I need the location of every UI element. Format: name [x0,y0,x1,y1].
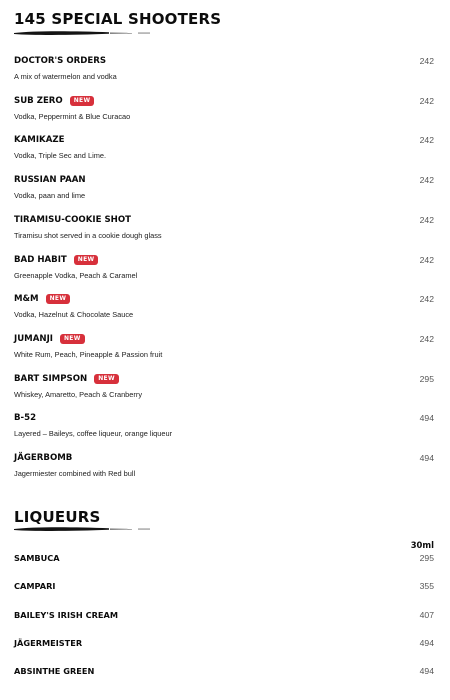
shooter-item [14,334,434,359]
new-badge: NEW [46,294,71,304]
item-price: 494 [419,453,434,463]
item-price: 494 [419,413,434,424]
liqueur-item [14,610,434,620]
title-brush-underline [14,30,154,36]
item-name: DOCTOR'S ORDERS [14,56,107,66]
liqueur-price: 494 [419,666,434,677]
item-name-wrap [14,215,131,225]
liqueur-price: 494 [419,637,434,648]
item-description: Layered – Baileys, coffee liqueur, orange liqueur [14,429,173,439]
item-description: Greenapple Vodka, Peach & Caramel [14,270,138,280]
item-name: M&M [14,294,39,305]
item-name: BART SIMPSON [14,373,88,384]
item-price: 242 [419,135,434,146]
item-price: 242 [419,175,434,186]
liqueur-price: 295 [419,553,434,563]
item-price: 242 [419,214,434,225]
item-name: JÄGERBOMB [14,453,73,463]
item-name: B-52 [14,413,37,424]
item-description: A mix of watermelon and vodka [14,72,117,81]
item-description: White Rum, Peach, Pineapple & Passion fruit [14,349,163,359]
item-name: TIRAMISU-COOKIE SHOT [14,214,131,225]
item-description: Tiramisu shot served in a cookie dough glass [14,230,162,240]
item-description: Vodka, Triple Sec and Lime. [14,151,107,161]
liqueur-name: CAMPARI [14,581,56,592]
liqueur-item [14,553,434,563]
liqueur-price: 407 [419,609,434,620]
item-name: KAMIKAZE [14,135,65,146]
liqueur-price: 355 [419,581,434,592]
item-description: Whiskey, Amaretto, Peach & Cranberry [14,389,143,399]
item-name: JUMANJI [14,333,53,344]
shooter-item [14,215,434,240]
shooters-section-title: 145 SPECIAL SHOOTERS [14,10,222,28]
liqueurs-section-title: LIQUEURS [14,508,101,526]
item-name-wrap [14,56,106,66]
liqueur-name: JÄGERMEISTER [14,637,83,648]
liqueurs-column-header: 30ml [410,540,434,550]
shooter-item [14,175,434,200]
item-description: Vodka, Hazelnut & Chocolate Sauce [14,310,134,320]
item-price: 242 [419,333,434,344]
liqueur-item [14,638,434,648]
item-name-wrap [14,294,70,304]
item-name: RUSSIAN PAAN [14,175,86,186]
liqueur-name: ABSINTHE GREEN [14,666,95,677]
item-price: 242 [419,56,434,66]
item-price: 242 [419,254,434,265]
item-name: BAD HABIT [14,254,67,265]
shooter-item [14,255,434,280]
shooter-item [14,56,434,81]
item-name-wrap [14,334,85,344]
item-description: Vodka, Peppermint & Blue Curacao [14,111,131,121]
liqueur-item [14,666,434,676]
item-name-wrap [14,374,119,384]
new-badge: NEW [60,334,85,344]
item-price: 242 [419,294,434,305]
item-name-wrap [14,135,64,145]
item-price: 295 [419,373,434,384]
new-badge: NEW [94,374,119,384]
item-name-wrap [14,255,98,265]
item-name-wrap [14,413,36,423]
new-badge: NEW [70,96,95,106]
item-description: Vodka, paan and lime [14,191,86,201]
liqueur-name: BAILEY'S IRISH CREAM [14,609,119,620]
item-description: Jagermiester combined with Red bull [14,469,136,478]
item-price: 242 [419,95,434,106]
liqueur-item [14,581,434,591]
shooter-item [14,453,434,478]
shooter-item [14,96,434,121]
shooter-item [14,294,434,319]
liqueur-name: SAMBUCA [14,553,60,563]
item-name-wrap [14,453,72,463]
item-name: SUB ZERO [14,95,63,106]
shooter-item [14,374,434,399]
new-badge: NEW [74,255,99,265]
item-name-wrap [14,175,86,185]
shooter-item [14,413,434,438]
liqueurs-brush-underline [14,526,154,532]
item-name-wrap [14,96,94,106]
shooter-item [14,135,434,160]
